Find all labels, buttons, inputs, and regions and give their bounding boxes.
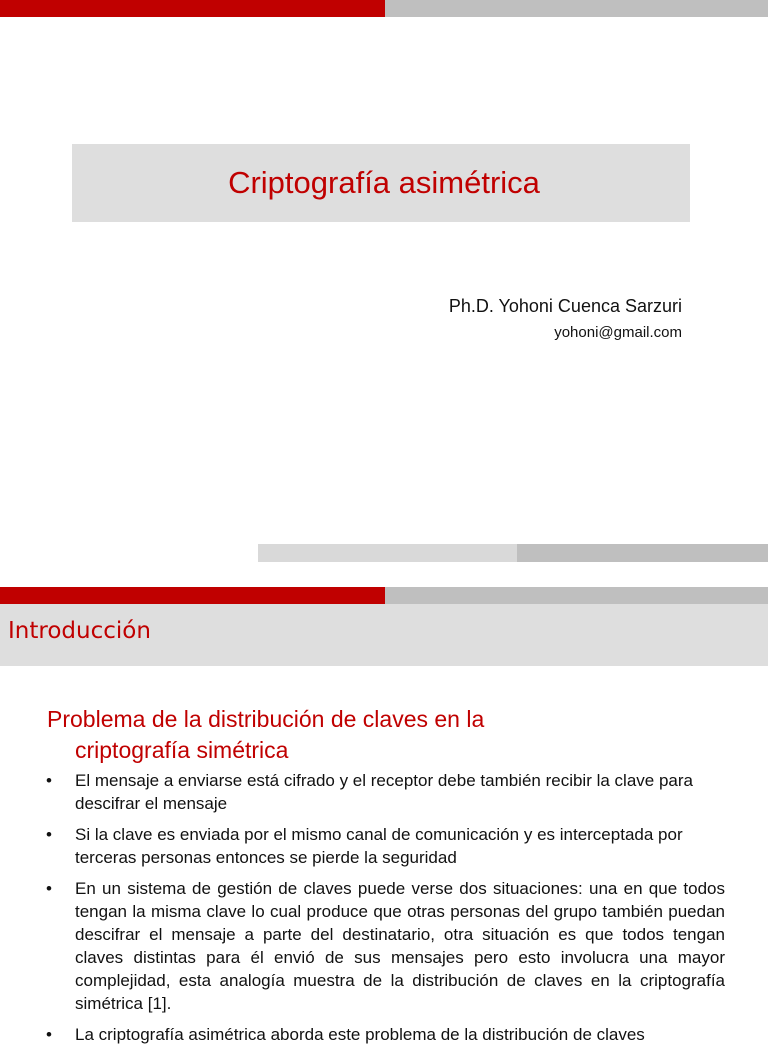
author-email: yohoni@gmail.com — [554, 324, 682, 341]
list-item — [0, 1023, 768, 1046]
bullet-icon: • — [46, 771, 52, 790]
footer-bar-dark — [517, 544, 768, 562]
bullet-icon: • — [46, 1025, 52, 1044]
top-accent-bar-gray — [385, 587, 768, 604]
bullet-icon: • — [46, 879, 52, 898]
section-header — [0, 604, 768, 666]
subheading: Problema de la distribución de claves en la criptografía simétrica — [47, 706, 485, 763]
section-title: Introducción — [8, 618, 151, 644]
top-accent-bar-red — [0, 0, 385, 17]
bullet-text: Si la clave es enviada por el mismo canal de comunicación y es interceptada por terceras personas entonces se pierde la seguridad — [75, 825, 683, 867]
slide-title: Criptografía asimétrica — [228, 165, 540, 200]
top-accent-bar-red — [0, 587, 385, 604]
bullet-list — [0, 769, 768, 1054]
top-accent-bar-gray — [385, 0, 768, 17]
content-slide — [0, 587, 768, 1044]
list-item — [0, 877, 768, 1015]
title-box — [72, 144, 690, 222]
list-item — [0, 769, 768, 815]
bullet-text: La criptografía asimétrica aborda este problema de la distribución de claves — [75, 1025, 645, 1044]
bullet-text: El mensaje a enviarse está cifrado y el receptor debe también recibir la clave para descifrar el mensaje — [75, 771, 693, 813]
bullet-text: En un sistema de gestión de claves puede verse dos situaciones: una en que todos tengan la misma clave lo cual produce que otras personas del grupo también puedan descifrar el mensaje a parte del destinatario, otra situación es que todos tengan claves distintas para él envió de sus mensajes pero esto involucra una mayor complejidad, esta analogía muestra de la distribución de claves en la criptografía simétrica [1]. — [75, 879, 725, 1013]
list-item — [0, 823, 768, 869]
author-name: Ph.D. Yohoni Cuenca Sarzuri — [448, 296, 682, 316]
footer-bar-light — [258, 544, 517, 562]
bullet-icon: • — [46, 825, 52, 844]
